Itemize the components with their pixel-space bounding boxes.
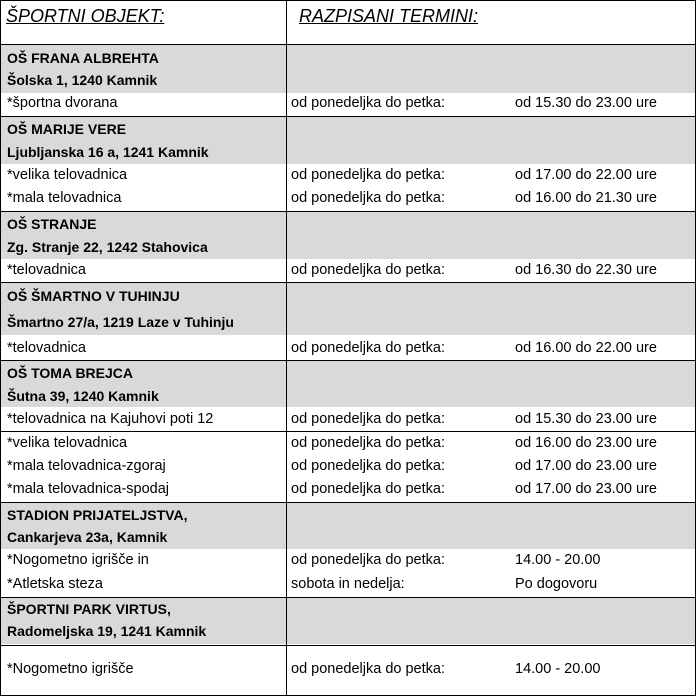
grid-line (0, 211, 696, 212)
days-cell: od ponedeljka do petka: (291, 340, 445, 356)
grid-line (0, 645, 696, 646)
facility-cell: *velika telovadnica (7, 167, 128, 183)
time-cell: od 17.00 do 22.00 ure (515, 167, 657, 183)
venue-address: Radomeljska 19, 1241 Kamnik (7, 623, 207, 639)
days-cell: od ponedeljka do petka: (291, 435, 445, 451)
grid-line (0, 360, 696, 361)
days-cell: sobota in nedelja: (291, 576, 405, 592)
header-sports-facility: ŠPORTNI OBJEKT: (6, 6, 165, 26)
venue-name: OŠ STRANJE (7, 216, 97, 232)
days-cell: od ponedeljka do petka: (291, 262, 445, 278)
time-cell: od 16.30 do 22.30 ure (515, 262, 657, 278)
time-cell: od 15.30 do 23.00 ure (515, 95, 657, 111)
days-cell: od ponedeljka do petka: (291, 190, 445, 206)
venue-address: Šolska 1, 1240 Kamnik (7, 72, 158, 88)
time-cell: od 15.30 do 23.00 ure (515, 411, 657, 427)
facility-cell: *mala telovadnica (7, 190, 122, 206)
days-cell: od ponedeljka do petka: (291, 95, 445, 111)
time-cell: od 17.00 do 23.00 ure (515, 458, 657, 474)
venue-name: OŠ FRANA ALBREHTA (7, 50, 159, 66)
facility-cell: *telovadnica (7, 340, 86, 356)
grid-line (0, 431, 696, 432)
venue-address: Cankarjeva 23a, Kamnik (7, 529, 168, 545)
venue-address: Šutna 39, 1240 Kamnik (7, 388, 159, 404)
facility-cell: *velika telovadnica (7, 435, 128, 451)
facility-cell: *športna dvorana (7, 95, 118, 111)
days-cell: od ponedeljka do petka: (291, 552, 445, 568)
days-cell: od ponedeljka do petka: (291, 481, 445, 497)
time-cell: 14.00 - 20.00 (515, 661, 601, 677)
venue-name: ŠPORTNI PARK VIRTUS, (7, 601, 171, 617)
venue-address: Šmartno 27/a, 1219 Laze v Tuhinju (7, 314, 234, 330)
time-cell: od 16.00 do 21.30 ure (515, 190, 657, 206)
time-cell: od 16.00 do 23.00 ure (515, 435, 657, 451)
grid-line (0, 44, 696, 45)
facility-cell: *telovadnica na Kajuhovi poti 12 (7, 411, 214, 427)
venue-address: Ljubljanska 16 a, 1241 Kamnik (7, 144, 209, 160)
time-cell: od 16.00 do 22.00 ure (515, 340, 657, 356)
grid-line (0, 597, 696, 598)
grid-line (286, 0, 287, 696)
grid-line (0, 502, 696, 503)
venue-name: STADION PRIJATELJSTVA, (7, 507, 188, 523)
grid-line (0, 0, 1, 696)
days-cell: od ponedeljka do petka: (291, 661, 445, 677)
time-cell: od 17.00 do 23.00 ure (515, 481, 657, 497)
days-cell: od ponedeljka do petka: (291, 167, 445, 183)
facility-cell: *Nogometno igrišče (7, 661, 134, 677)
facility-cell: *mala telovadnica-zgoraj (7, 458, 166, 474)
facility-cell: *Nogometno igrišče in (7, 552, 149, 568)
days-cell: od ponedeljka do petka: (291, 458, 445, 474)
grid-line (0, 0, 696, 1)
facility-cell: *Atletska steza (7, 576, 103, 592)
grid-line (0, 116, 696, 117)
time-cell: Po dogovoru (515, 576, 598, 592)
venue-name: OŠ ŠMARTNO V TUHINJU (7, 288, 180, 304)
venue-name: OŠ MARIJE VERE (7, 121, 127, 137)
facility-cell: *telovadnica (7, 262, 86, 278)
days-cell: od ponedeljka do petka: (291, 411, 445, 427)
time-cell: 14.00 - 20.00 (515, 552, 601, 568)
header-scheduled-times: RAZPISANI TERMINI: (299, 6, 479, 26)
venue-address: Zg. Stranje 22, 1242 Stahovica (7, 239, 208, 255)
grid-line (0, 282, 696, 283)
facility-cell: *mala telovadnica-spodaj (7, 481, 170, 497)
venue-name: OŠ TOMA BREJCA (7, 365, 134, 381)
